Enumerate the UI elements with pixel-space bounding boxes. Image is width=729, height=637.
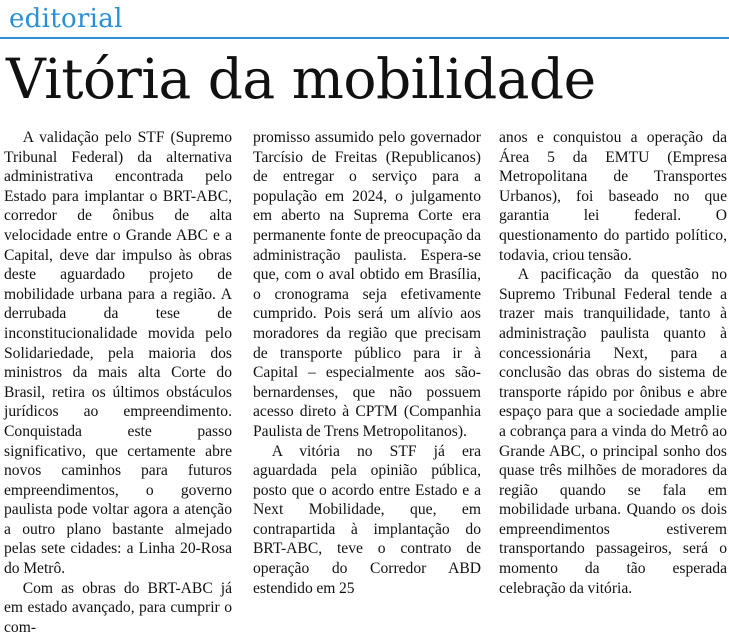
paragraph: A pacificação da questão no Supremo Tribunal Federal tende a trazer mais tranquilidade, tanto à administração paulista quanto à concessionária Next, para a conclusão das obras do sistema de transporte rápido por ônibus e abre espaço para que a sociedade amplie a cobrança para a vinda do Metrô ao Grande ABC, o principal sonho dos quase três milhões de moradores da região quando se fala em mobilidade urbana. Quando os dois empreendimentos estiverem transportando passageiros, será o momento da tão esperada celebração da vitória. [499,266,727,597]
paragraph-continued: anos e conquistou a operação da Área 5 da EMTU (Empresa Metropolitana de Transportes Urbanos), foi baseado no que garantia lei federal. O questionamento do partido político, todavia, criou tensão. [499,129,727,264]
paragraph: A validação pelo STF (Supremo Tribunal Federal) da alternativa administrativa encontrada pelo Estado para implantar o BRT-ABC, corredor de ônibus de alta velocidade entre o Grande ABC e a Capital, deve dar impulso às obras deste aguardado projeto de mobilidade urbana para a região. A derrubada da tese de inconstitucionalidade movida pelo Solidariedade, pela maioria dos ministros da mais alta Corte do Brasil, retira os últimos obstáculos jurídicos ao empreendimento. Conquistada este passo significativo, que certamente abre novos caminhos para futuros empreendimentos, o governo paulista pode voltar agora a atenção a outro plano bastante almejado pelas sete cidades: a Linha 20-Rosa do Metrô. [4,129,232,578]
headline: Vitória da mobilidade [6,47,596,111]
article-column-1 [4,128,232,636]
section-label: editorial [9,4,123,34]
paragraph: Com as obras do BRT-ABC já em estado avançado, para cumprir o com- [4,579,232,636]
article-column-2 [253,128,481,597]
paragraph: A vitória no STF já era aguardada pela opinião pública, posto que o acordo entre Estado e a Next Mobilidade, que, em contrapartida à implantação do BRT-ABC, teve o contrato de operação do Corredor ABD estendido em 25 [253,442,481,597]
section-divider [0,37,729,39]
paragraph-continued: promisso assumido pelo governador Tarcísio de Freitas (Republicanos) de entregar o serviço para a população em 2024, o julgamento em aberto na Suprema Corte era permanente fonte de preocupação da administração paulista. Espera-se que, com o aval obtido em Brasília, o cronograma seja efetivamente cumprido. Pois será um alívio aos moradores da região que precisam de transporte público para ir à Capital – especialmente aos são-bernardenses, que não possuem acesso direto à CPTM (Companhia Paulista de Trens Metropolitanos). [253,129,481,440]
article-column-3 [499,128,727,597]
